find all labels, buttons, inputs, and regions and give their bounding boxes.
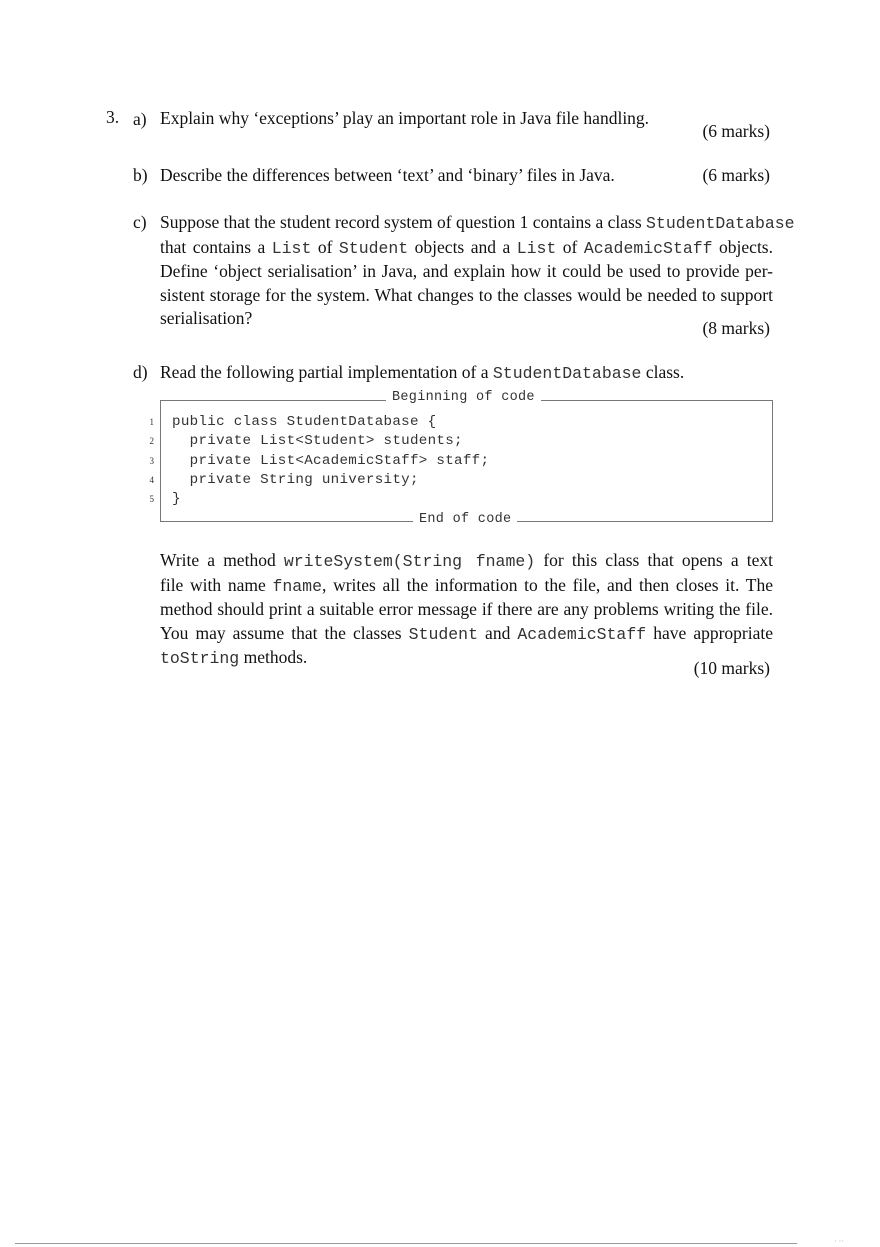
code-line: private List<AcademicStaff> staff;	[172, 452, 490, 469]
code-lines	[172, 413, 489, 509]
footer-mark: · ··	[834, 1237, 844, 1246]
part-d-label: d)	[133, 362, 148, 382]
footer-rule	[15, 1243, 797, 1244]
part-c-marks: (8 marks)	[702, 318, 770, 338]
part-c-line-2: that contains a List of Student objects and a List of AcademicStaff objects.	[160, 236, 773, 258]
part-b-marks: (6 marks)	[702, 165, 770, 185]
code-line-number: 1	[149, 417, 154, 427]
code-line: private List<Student> students;	[172, 433, 463, 450]
question-number: 3.	[106, 107, 120, 127]
code-begin-caption: Beginning of code	[386, 390, 541, 405]
part-d-marks: (10 marks)	[693, 658, 770, 678]
part-c-text	[160, 211, 795, 331]
part-d-paragraph	[160, 549, 773, 671]
part-c-line-1: Suppose that the student record system of question 1 contains a class StudentDatabase	[160, 212, 795, 233]
part-b-label: b)	[133, 165, 148, 185]
part-c-label: c)	[133, 212, 147, 232]
code-line: }	[172, 491, 181, 508]
part-a-text: Explain why ‘exceptions’ play an important role in Java file handling.	[160, 108, 650, 128]
part-d-intro: Read the following partial implementation of a StudentDatabase class.	[160, 362, 685, 383]
part-d-line-1: Write a method writeSystem(String fname) for this class that opens a text	[160, 550, 773, 571]
code-line-numbers	[140, 413, 154, 509]
code-line-number: 5	[149, 494, 154, 505]
part-c-line-3: Define ‘object serialisation’ in Java, and explain how it could be used to provide per-	[160, 261, 773, 281]
code-line: public class StudentDatabase {	[172, 414, 437, 430]
code-line-number: 2	[149, 436, 154, 447]
part-c-line-4: sistent storage for the system. What changes to the classes would be needed to support	[160, 284, 773, 305]
part-d-line-4: You may assume that the classes Student and AcademicStaff have appropriate	[160, 622, 773, 644]
part-a-marks: (6 marks)	[702, 121, 770, 141]
part-c-line-5: serialisation?	[160, 308, 253, 328]
part-d-line-3: method should print a suitable error message if there are any problems writing the file.	[160, 599, 773, 619]
part-d-line-5: toString methods.	[160, 647, 308, 668]
code-line-number: 3	[149, 455, 154, 466]
part-d-line-2: file with name fname, writes all the information to the file, and then closes it. The	[160, 574, 773, 596]
code-line-number: 4	[149, 474, 154, 485]
part-a-label: a)	[133, 109, 147, 129]
part-b-text: Describe the differences between ‘text’ and ‘binary’ files in Java.	[160, 165, 615, 185]
code-line: private String university;	[172, 471, 419, 488]
code-end-caption: End of code	[413, 512, 517, 527]
